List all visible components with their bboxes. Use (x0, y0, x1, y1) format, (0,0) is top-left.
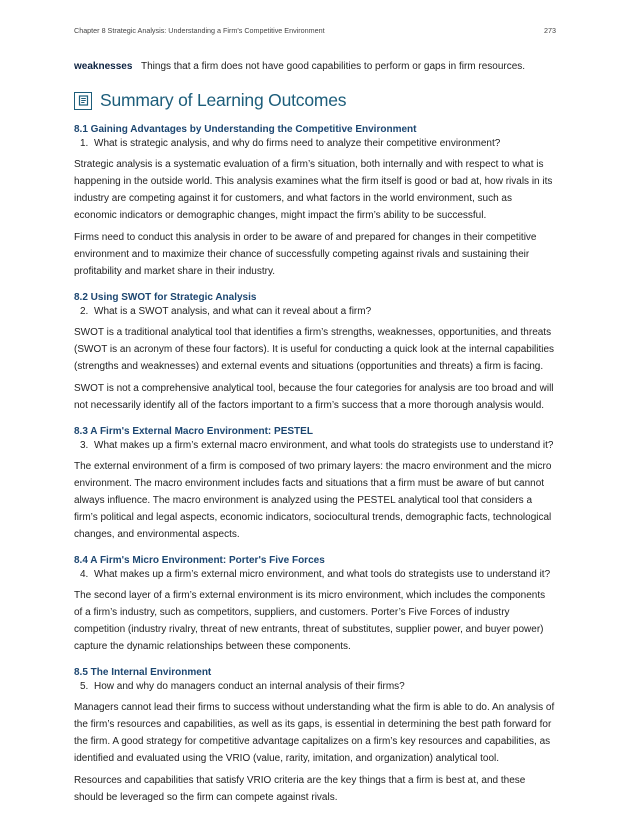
running-title: Chapter 8 Strategic Analysis: Understanding a Firm's Competitive Environment (74, 26, 325, 35)
body-paragraph: Resources and capabilities that satisfy VRIO criteria are the key things that a firm is best at, and these should be leveraged so the firm can compete against rivals. (74, 775, 526, 803)
body-paragraph: Managers cannot lead their firms to success without understanding what the firm is able to do. An analysis of the firm’s resources and capabilities, as well as its gaps, is essential in determining the best path forward for the firm. A good strategy for competitive advantage capitalizes on a firm’s key resources and capabilities, as identified and evaluated using the VRIO (value, rarity, imitation, and organization) analytical tool. (74, 702, 555, 764)
summary-title: Summary of Learning Outcomes (100, 90, 347, 110)
summary-heading (74, 90, 556, 111)
learning-question (74, 439, 556, 453)
section-heading: 8.1 Gaining Advantages by Understanding the Competitive Environment (74, 124, 417, 135)
page-number: 273 (544, 26, 556, 35)
question-text: What is strategic analysis, and why do firms need to analyze their competitive environment? (94, 138, 501, 149)
section-heading: 8.2 Using SWOT for Strategic Analysis (74, 292, 257, 303)
summary-section (74, 666, 556, 806)
question-number: 1. (80, 138, 89, 149)
summary-section (74, 554, 556, 655)
summary-section (74, 425, 556, 543)
section-heading: 8.4 A Firm's Micro Environment: Porter's Five Forces (74, 555, 325, 566)
question-text: How and why do managers conduct an internal analysis of their firms? (94, 681, 405, 692)
learning-question (74, 137, 556, 151)
learning-question (74, 680, 556, 694)
section-heading: 8.5 The Internal Environment (74, 667, 212, 678)
summary-section (74, 123, 556, 280)
body-paragraph: Strategic analysis is a systematic evaluation of a firm’s situation, both internally and with respect to what is happening in the outside world. This analysis examines what the firm itself is good or bad at, how rivals in its industry are competing against it for customers, and what factors in the world environment, such as economic indicators or demographic changes, might impact the firm’s ability to be successful. (74, 159, 553, 221)
glossary-definition: Things that a firm does not have good capabilities to perform or gaps in firm resources. (141, 61, 526, 72)
learning-question (74, 568, 556, 582)
question-number: 4. (80, 569, 89, 580)
question-number: 5. (80, 681, 89, 692)
question-text: What makes up a firm’s external macro environment, and what tools do strategists use to understand it? (94, 440, 554, 451)
body-paragraph: SWOT is a traditional analytical tool that identifies a firm’s strengths, weaknesses, opportunities, and threats (SWOT is an acronym of these four factors). It is useful for conducting a quick look at the internal capabilities (strengths and weaknesses) and external events and situations (opportunities and threats) a firm is facing. (74, 327, 555, 372)
section-heading: 8.3 A Firm's External Macro Environment: PESTEL (74, 426, 313, 437)
document-icon (74, 92, 92, 110)
learning-question (74, 305, 556, 319)
question-number: 2. (80, 306, 89, 317)
glossary-entry (74, 60, 556, 74)
running-header (74, 26, 556, 35)
body-paragraph: Firms need to conduct this analysis in order to be aware of and prepared for changes in their competitive environment and to maximize their chance of successfully competing against rivals and sustaining their profitability and market share in their industry. (74, 232, 537, 277)
body-paragraph: The second layer of a firm’s external environment is its micro environment, which includes the components of a firm’s industry, such as competitors, suppliers, and customers. Porter’s Five Forces of industry competition (industry rivalry, threat of new entrants, threat of substitutes, supplier power, and buyer power) capture the dynamic relationships between these components. (74, 590, 546, 652)
page-content (74, 60, 556, 817)
sections-container (74, 123, 556, 806)
question-text: What is a SWOT analysis, and what can it reveal about a firm? (94, 306, 372, 317)
glossary-term: weaknesses (74, 61, 133, 72)
body-paragraph: The external environment of a firm is composed of two primary layers: the macro environment and the micro environment. The macro environment includes facts and situations that a firm must be aware of but cannot always influence. The macro environment is analyzed using the PESTEL analytical tool that considers a firm’s political and legal aspects, economic indicators, sociocultural trends, demographic facts, technological changes, and environmental aspects. (74, 461, 552, 540)
body-paragraph: SWOT is not a comprehensive analytical tool, because the four categories for analysis are too broad and will not necessarily identify all of the factors important to a firm’s success that a more thorough analysis would. (74, 383, 554, 411)
question-text: What makes up a firm’s external micro environment, and what tools do strategists use to understand it? (94, 569, 551, 580)
question-number: 3. (80, 440, 89, 451)
summary-section (74, 291, 556, 414)
